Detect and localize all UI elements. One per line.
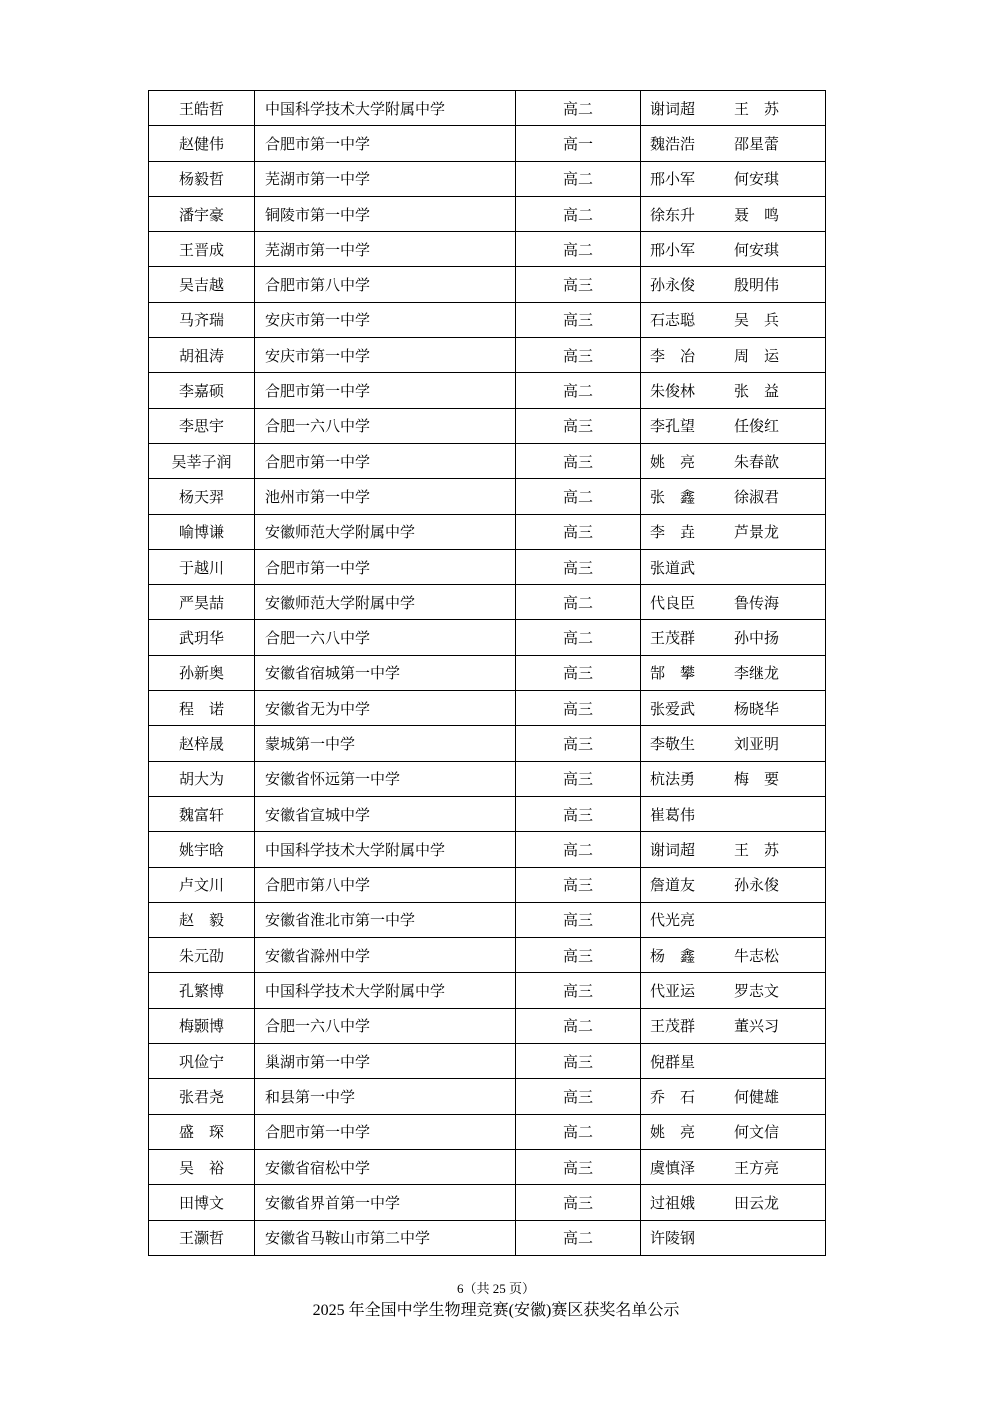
student-name-cell: 田博文 (149, 1185, 255, 1220)
coach-name-secondary: 杨晓华 (734, 699, 780, 718)
school-cell: 安徽省马鞍山市第二中学 (255, 1220, 516, 1255)
student-name-cell: 马齐瑞 (149, 302, 255, 337)
award-list-table (148, 90, 826, 1256)
school-cell: 合肥一六八中学 (255, 408, 516, 443)
table-row (149, 1044, 826, 1079)
student-name-cell: 李思宇 (149, 408, 255, 443)
student-name-cell: 严昊喆 (149, 585, 255, 620)
student-name-cell: 于越川 (149, 549, 255, 584)
page-number: 6（共 25 页） (456, 1281, 535, 1296)
coach-cell (641, 1044, 826, 1079)
coach-cell (641, 373, 826, 408)
award-list-body (149, 91, 826, 1256)
coach-cell (641, 726, 826, 761)
school-cell: 安徽省界首第一中学 (255, 1185, 516, 1220)
school-cell: 合肥市第一中学 (255, 373, 516, 408)
coach-name-secondary: 任俊红 (734, 417, 780, 436)
school-cell: 合肥市第八中学 (255, 267, 516, 302)
coach-name-primary: 朱俊林 (650, 382, 696, 401)
coach-name-primary: 姚 亮 (650, 452, 696, 471)
coach-name-primary: 杨 鑫 (650, 946, 696, 965)
school-cell: 安庆市第一中学 (255, 338, 516, 373)
student-name-cell: 胡祖涛 (149, 338, 255, 373)
coach-cell (641, 1185, 826, 1220)
coach-name-primary: 郜 攀 (650, 664, 696, 683)
student-name-cell: 张君尧 (149, 1079, 255, 1114)
coach-cell (641, 1114, 826, 1149)
coach-name-primary: 徐东升 (650, 205, 696, 224)
grade-cell: 高三 (516, 761, 641, 796)
coach-name-primary: 倪群星 (650, 1052, 696, 1071)
school-cell: 安徽省无为中学 (255, 691, 516, 726)
table-row (149, 1114, 826, 1149)
school-cell: 中国科学技术大学附属中学 (255, 973, 516, 1008)
school-cell: 安徽省宿城第一中学 (255, 655, 516, 690)
coach-name-primary: 杭法勇 (650, 770, 696, 789)
coach-cell (641, 938, 826, 973)
school-cell: 合肥市第一中学 (255, 1114, 516, 1149)
table-row (149, 585, 826, 620)
table-row (149, 302, 826, 337)
table-row (149, 1079, 826, 1114)
student-name-cell: 魏富轩 (149, 796, 255, 831)
student-name-cell: 胡大为 (149, 761, 255, 796)
student-name-cell: 王晋成 (149, 232, 255, 267)
table-row (149, 479, 826, 514)
coach-name-secondary: 周 运 (734, 346, 780, 365)
coach-name-primary: 李 垚 (650, 523, 696, 542)
school-cell: 安徽省怀远第一中学 (255, 761, 516, 796)
coach-cell (641, 267, 826, 302)
coach-name-primary: 魏浩浩 (650, 134, 696, 153)
school-cell: 安徽省滁州中学 (255, 938, 516, 973)
coach-name-secondary: 何文信 (734, 1123, 780, 1142)
coach-name-secondary: 邵星蕾 (734, 134, 780, 153)
table-row (149, 267, 826, 302)
school-cell: 巢湖市第一中学 (255, 1044, 516, 1079)
grade-cell: 高二 (516, 91, 641, 126)
student-name-cell: 程 诺 (149, 691, 255, 726)
coach-name-secondary: 孙中扬 (734, 629, 780, 648)
coach-cell (641, 867, 826, 902)
coach-cell (641, 549, 826, 584)
grade-cell: 高三 (516, 338, 641, 373)
school-cell: 中国科学技术大学附属中学 (255, 832, 516, 867)
coach-cell (641, 655, 826, 690)
table-row (149, 1149, 826, 1184)
coach-cell (641, 126, 826, 161)
coach-cell (641, 161, 826, 196)
coach-name-secondary: 刘亚明 (734, 734, 780, 753)
table-row (149, 655, 826, 690)
school-cell: 合肥市第八中学 (255, 867, 516, 902)
school-cell: 铜陵市第一中学 (255, 196, 516, 231)
coach-name-primary: 代良臣 (650, 593, 696, 612)
coach-name-primary: 崔葛伟 (650, 805, 696, 824)
coach-name-secondary: 梅 要 (734, 770, 780, 789)
table-row (149, 196, 826, 231)
grade-cell: 高二 (516, 1220, 641, 1255)
student-name-cell: 李嘉硕 (149, 373, 255, 408)
coach-name-primary: 邢小军 (650, 240, 696, 259)
coach-cell (641, 514, 826, 549)
coach-name-secondary: 王 苏 (734, 840, 780, 859)
student-name-cell: 王皓哲 (149, 91, 255, 126)
school-cell: 安徽省淮北市第一中学 (255, 902, 516, 937)
table-row (149, 232, 826, 267)
table-row (149, 126, 826, 161)
school-cell: 合肥市第一中学 (255, 443, 516, 478)
coach-name-secondary: 牛志松 (734, 946, 780, 965)
coach-name-primary: 李 冶 (650, 346, 696, 365)
coach-name-secondary: 鲁传海 (734, 593, 780, 612)
coach-cell (641, 973, 826, 1008)
table-row (149, 1008, 826, 1043)
coach-cell (641, 585, 826, 620)
coach-cell (641, 91, 826, 126)
coach-name-secondary: 殷明伟 (734, 276, 780, 295)
coach-name-secondary: 罗志文 (734, 982, 780, 1001)
table-row (149, 338, 826, 373)
student-name-cell: 吴吉越 (149, 267, 255, 302)
school-cell: 合肥一六八中学 (255, 620, 516, 655)
coach-name-primary: 詹道友 (650, 876, 696, 895)
coach-name-primary: 李敬生 (650, 734, 696, 753)
grade-cell: 高三 (516, 1185, 641, 1220)
table-row (149, 796, 826, 831)
coach-cell (641, 338, 826, 373)
school-cell: 安徽师范大学附属中学 (255, 514, 516, 549)
coach-name-primary: 谢词超 (650, 840, 696, 859)
student-name-cell: 盛 琛 (149, 1114, 255, 1149)
table-row (149, 373, 826, 408)
coach-name-secondary: 田云龙 (734, 1193, 780, 1212)
coach-cell (641, 302, 826, 337)
grade-cell: 高三 (516, 443, 641, 478)
coach-name-secondary: 朱春歆 (734, 452, 780, 471)
coach-cell (641, 1220, 826, 1255)
coach-name-secondary: 王 苏 (734, 99, 780, 118)
grade-cell: 高三 (516, 408, 641, 443)
school-cell: 安徽省宿松中学 (255, 1149, 516, 1184)
school-cell: 蒙城第一中学 (255, 726, 516, 761)
table-row (149, 902, 826, 937)
coach-cell (641, 691, 826, 726)
student-name-cell: 杨天羿 (149, 479, 255, 514)
coach-name-secondary: 张 益 (734, 382, 780, 401)
grade-cell: 高三 (516, 1079, 641, 1114)
grade-cell: 高二 (516, 620, 641, 655)
coach-name-primary: 孙永俊 (650, 276, 696, 295)
coach-name-primary: 张 鑫 (650, 487, 696, 506)
coach-name-secondary: 何安琪 (734, 240, 780, 259)
coach-name-primary: 邢小军 (650, 170, 696, 189)
grade-cell: 高二 (516, 585, 641, 620)
table-row (149, 832, 826, 867)
coach-name-primary: 谢词超 (650, 99, 696, 118)
coach-cell (641, 1008, 826, 1043)
table-row (149, 620, 826, 655)
grade-cell: 高二 (516, 196, 641, 231)
coach-name-primary: 乔 石 (650, 1087, 696, 1106)
grade-cell: 高三 (516, 796, 641, 831)
grade-cell: 高二 (516, 232, 641, 267)
grade-cell: 高三 (516, 867, 641, 902)
coach-cell (641, 761, 826, 796)
student-name-cell: 赵 毅 (149, 902, 255, 937)
table-row (149, 973, 826, 1008)
grade-cell: 高三 (516, 655, 641, 690)
table-row (149, 761, 826, 796)
grade-cell: 高一 (516, 126, 641, 161)
table-row (149, 549, 826, 584)
coach-name-primary: 许陵钢 (650, 1229, 696, 1248)
coach-cell (641, 832, 826, 867)
student-name-cell: 杨毅哲 (149, 161, 255, 196)
coach-cell (641, 408, 826, 443)
coach-name-secondary: 王方亮 (734, 1158, 780, 1177)
coach-name-primary: 石志聪 (650, 311, 696, 330)
coach-name-secondary: 孙永俊 (734, 876, 780, 895)
coach-cell (641, 902, 826, 937)
grade-cell: 高二 (516, 832, 641, 867)
grade-cell: 高三 (516, 1149, 641, 1184)
student-name-cell: 喻博谦 (149, 514, 255, 549)
coach-name-secondary: 董兴习 (734, 1017, 780, 1036)
table-row (149, 1185, 826, 1220)
coach-cell (641, 232, 826, 267)
student-name-cell: 赵梓晟 (149, 726, 255, 761)
student-name-cell: 孔繁博 (149, 973, 255, 1008)
coach-name-primary: 姚 亮 (650, 1123, 696, 1142)
coach-name-secondary: 何健雄 (734, 1087, 780, 1106)
grade-cell: 高二 (516, 373, 641, 408)
table-row (149, 867, 826, 902)
grade-cell: 高三 (516, 726, 641, 761)
table-row (149, 161, 826, 196)
student-name-cell: 武玥华 (149, 620, 255, 655)
grade-cell: 高三 (516, 302, 641, 337)
coach-cell (641, 620, 826, 655)
coach-name-secondary: 李继龙 (734, 664, 780, 683)
school-cell: 合肥市第一中学 (255, 126, 516, 161)
grade-cell: 高三 (516, 267, 641, 302)
table-row (149, 726, 826, 761)
student-name-cell: 卢文川 (149, 867, 255, 902)
school-cell: 安庆市第一中学 (255, 302, 516, 337)
student-name-cell: 梅颢博 (149, 1008, 255, 1043)
grade-cell: 高二 (516, 479, 641, 514)
coach-name-primary: 过祖娥 (650, 1193, 696, 1212)
grade-cell: 高三 (516, 691, 641, 726)
school-cell: 合肥一六八中学 (255, 1008, 516, 1043)
grade-cell: 高三 (516, 1044, 641, 1079)
student-name-cell: 姚宇晗 (149, 832, 255, 867)
coach-name-primary: 张道武 (650, 558, 696, 577)
coach-name-secondary: 吴 兵 (734, 311, 780, 330)
coach-name-secondary: 芦景龙 (734, 523, 780, 542)
table-row (149, 514, 826, 549)
coach-cell (641, 196, 826, 231)
grade-cell: 高三 (516, 514, 641, 549)
coach-name-primary: 代光亮 (650, 911, 696, 930)
student-name-cell: 吴 裕 (149, 1149, 255, 1184)
table-row (149, 938, 826, 973)
coach-name-secondary: 何安琪 (734, 170, 780, 189)
coach-cell (641, 443, 826, 478)
school-cell: 和县第一中学 (255, 1079, 516, 1114)
student-name-cell: 赵健伟 (149, 126, 255, 161)
grade-cell: 高二 (516, 1008, 641, 1043)
school-cell: 安徽师范大学附属中学 (255, 585, 516, 620)
coach-name-primary: 代亚运 (650, 982, 696, 1001)
student-name-cell: 吴莘子润 (149, 443, 255, 478)
school-cell: 芜湖市第一中学 (255, 232, 516, 267)
table-row (149, 443, 826, 478)
coach-name-secondary: 徐淑君 (734, 487, 780, 506)
student-name-cell: 潘宇豪 (149, 196, 255, 231)
table-row (149, 408, 826, 443)
school-cell: 安徽省宣城中学 (255, 796, 516, 831)
coach-name-secondary: 聂 鸣 (734, 205, 780, 224)
school-cell: 池州市第一中学 (255, 479, 516, 514)
table-row (149, 91, 826, 126)
grade-cell: 高三 (516, 902, 641, 937)
student-name-cell: 孙新奥 (149, 655, 255, 690)
student-name-cell: 巩俭宁 (149, 1044, 255, 1079)
coach-name-primary: 张爱武 (650, 699, 696, 718)
coach-name-primary: 王茂群 (650, 629, 696, 648)
coach-cell (641, 796, 826, 831)
document-footer-title: 2025 年全国中学生物理竞赛(安徽)赛区获奖名单公示 (312, 1302, 680, 1319)
grade-cell: 高三 (516, 938, 641, 973)
school-cell: 中国科学技术大学附属中学 (255, 91, 516, 126)
table-row (149, 691, 826, 726)
school-cell: 芜湖市第一中学 (255, 161, 516, 196)
coach-cell (641, 1149, 826, 1184)
grade-cell: 高二 (516, 161, 641, 196)
coach-name-primary: 李孔望 (650, 417, 696, 436)
grade-cell: 高二 (516, 1114, 641, 1149)
grade-cell: 高三 (516, 973, 641, 1008)
coach-name-primary: 王茂群 (650, 1017, 696, 1036)
grade-cell: 高三 (516, 549, 641, 584)
student-name-cell: 王灏哲 (149, 1220, 255, 1255)
student-name-cell: 朱元劭 (149, 938, 255, 973)
table-row (149, 1220, 826, 1255)
coach-cell (641, 479, 826, 514)
coach-name-primary: 虞慎泽 (650, 1158, 696, 1177)
school-cell: 合肥市第一中学 (255, 549, 516, 584)
coach-cell (641, 1079, 826, 1114)
